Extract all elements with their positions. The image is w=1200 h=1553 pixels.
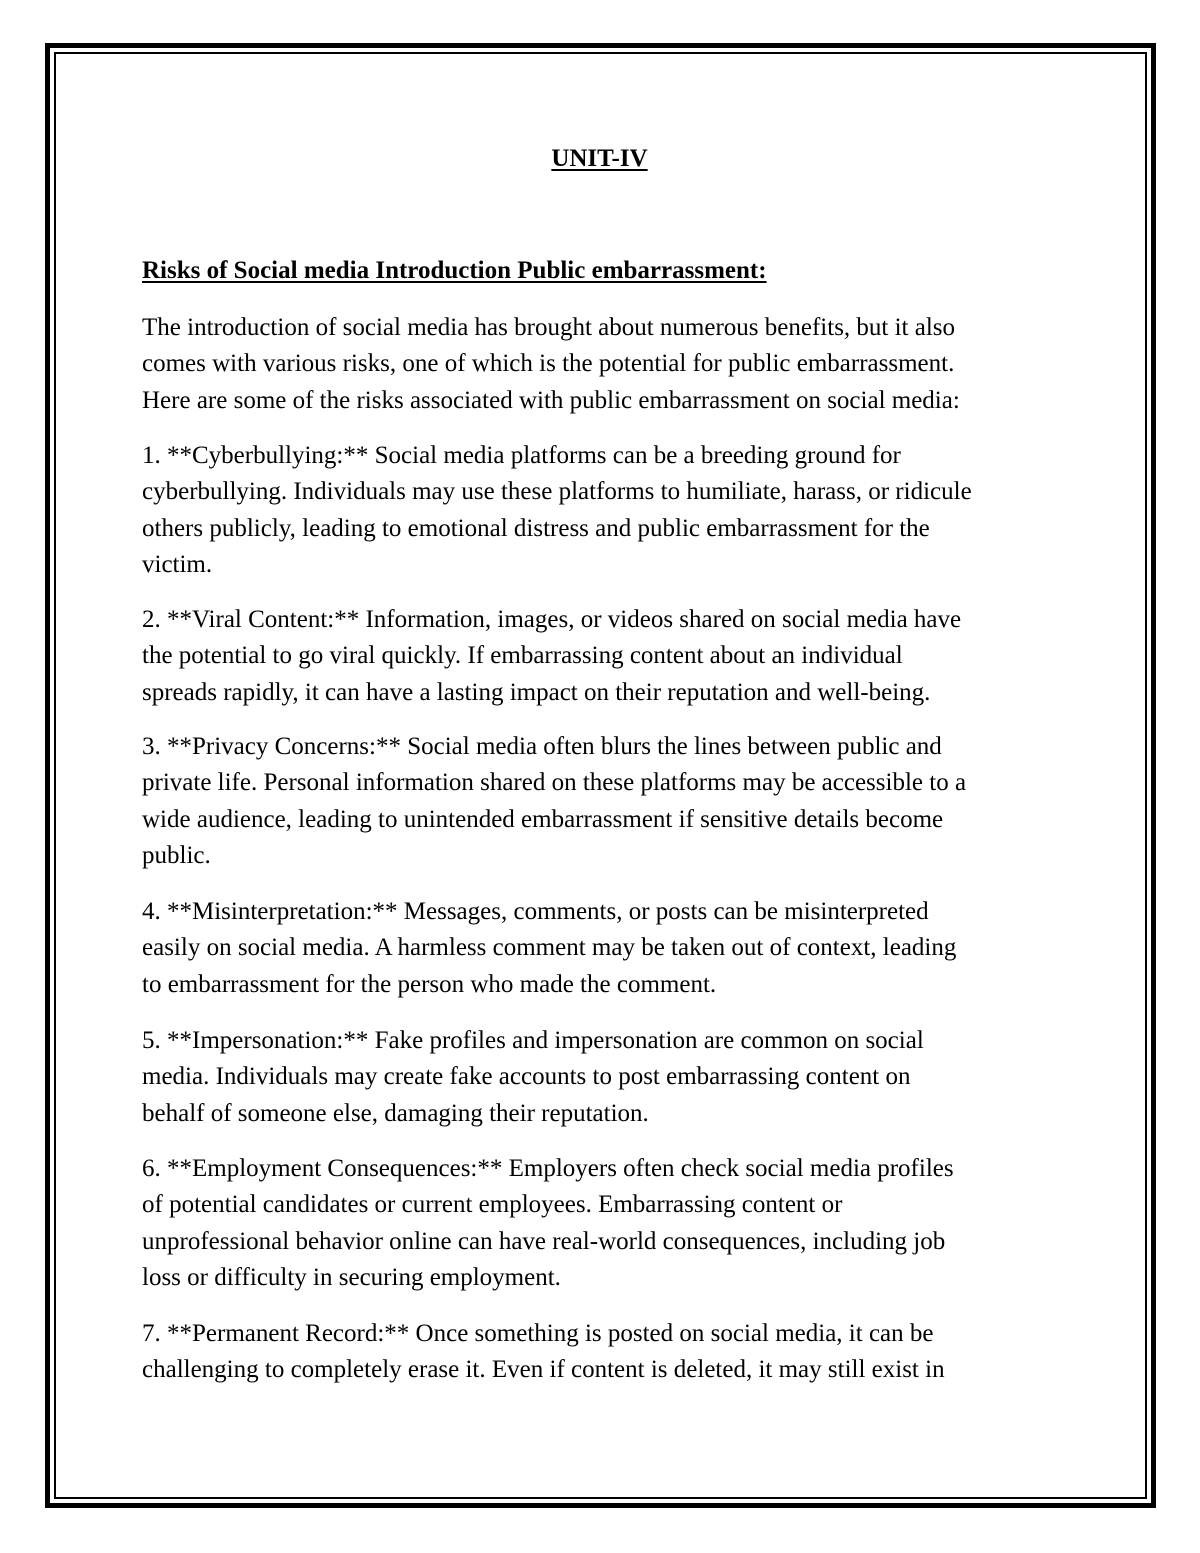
- paragraph-line: Here are some of the risks associated with public embarrassment on social media:: [142, 386, 960, 414]
- paragraph-line: easily on social media. A harmless comment may be taken out of context, leading: [142, 934, 957, 962]
- paragraph-line: to embarrassment for the person who made the comment.: [142, 970, 717, 998]
- paragraph-line: challenging to completely erase it. Even if content is deleted, it may still exist in: [142, 1356, 945, 1384]
- risk-item-permanent-record: [142, 1316, 1062, 1389]
- unit-title: UNIT-IV: [551, 145, 648, 172]
- paragraph-line: 4. **Misinterpretation:** Messages, comments, or posts can be misinterpreted: [142, 898, 929, 925]
- paragraph-line: 6. **Employment Consequences:** Employers often check social media profiles: [142, 1155, 954, 1182]
- paragraph-line: media. Individuals may create fake accounts to post embarrassing content on: [142, 1063, 911, 1091]
- paragraph-line: 7. **Permanent Record:** Once something is posted on social media, it can be: [142, 1320, 934, 1347]
- paragraph-line: behalf of someone else, damaging their reputation.: [142, 1099, 649, 1127]
- paragraph-line: others publicly, leading to emotional distress and public embarrassment for the: [142, 514, 930, 542]
- paragraph-line: of potential candidates or current employees. Embarrassing content or: [142, 1191, 843, 1219]
- paragraph-line: comes with various risks, one of which is the potential for public embarrassment.: [142, 350, 955, 378]
- paragraph-line: the potential to go viral quickly. If embarrassing content about an individual: [142, 642, 903, 670]
- paragraph-line: cyberbullying. Individuals may use these platforms to humiliate, harass, or ridicule: [142, 478, 972, 506]
- paragraph-line: 3. **Privacy Concerns:** Social media often blurs the lines between public and: [142, 733, 942, 760]
- risk-item-cyberbullying: [142, 438, 1062, 584]
- intro-paragraph: [142, 310, 1062, 419]
- risk-item-misinterpretation: [142, 894, 1062, 1003]
- paragraph-line: The introduction of social media has brought about numerous benefits, but it also: [142, 314, 956, 341]
- paragraph-line: loss or difficulty in securing employment.: [142, 1264, 561, 1292]
- risk-item-impersonation: [142, 1023, 1062, 1132]
- paragraph-line: 2. **Viral Content:** Information, images, or videos shared on social media have: [142, 606, 962, 633]
- paragraph-line: wide audience, leading to unintended embarrassment if sensitive details become: [142, 805, 944, 833]
- section-heading: Risks of Social media Introduction Public embarrassment:: [142, 257, 767, 284]
- paragraph-line: 5. **Impersonation:** Fake profiles and impersonation are common on social: [142, 1027, 924, 1054]
- paragraph-line: victim.: [142, 551, 213, 579]
- risk-item-employment-consequences: [142, 1151, 1062, 1297]
- risk-item-viral-content: [142, 602, 1062, 711]
- paragraph-line: private life. Personal information shared on these platforms may be accessible to a: [142, 769, 967, 797]
- paragraph-line: unprofessional behavior online can have real-world consequences, including job: [142, 1227, 946, 1255]
- paragraph-line: spreads rapidly, it can have a lasting impact on their reputation and well-being.: [142, 678, 931, 706]
- risk-item-privacy-concerns: [142, 729, 1062, 875]
- paragraph-line: 1. **Cyberbullying:** Social media platforms can be a breeding ground for: [142, 442, 901, 469]
- paragraph-line: public.: [142, 842, 211, 870]
